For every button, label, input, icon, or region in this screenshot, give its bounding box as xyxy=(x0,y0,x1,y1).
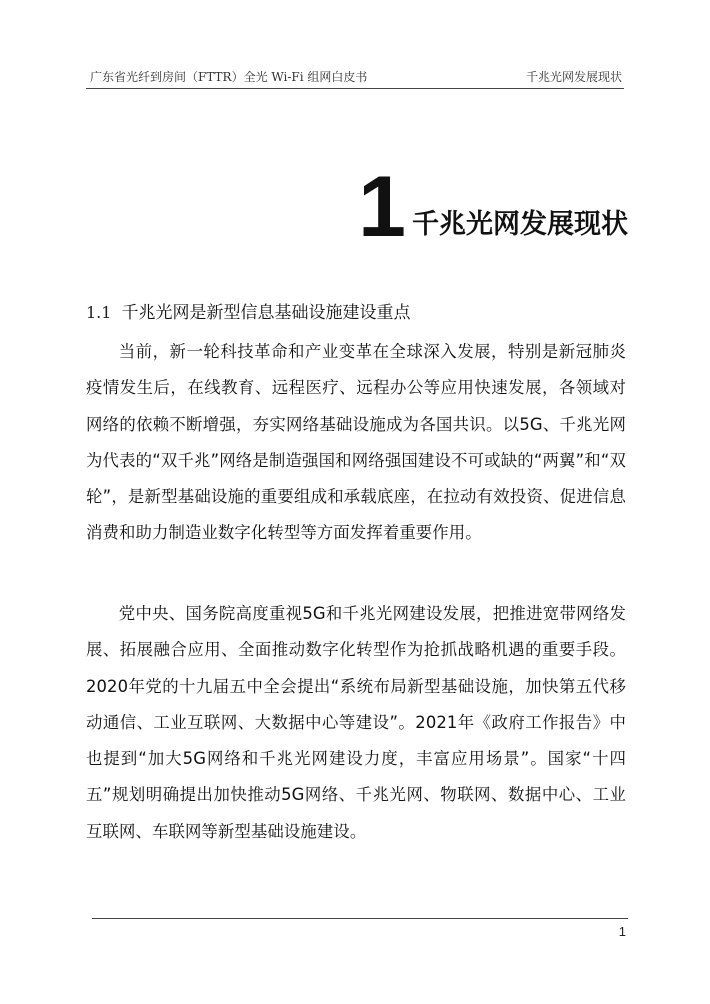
header-chapter-title: 千兆光网发展现状 xyxy=(525,70,622,84)
header-document-title: 广东省光纤到房间（FTTR）全光 Wi-Fi 组网白皮书 xyxy=(90,70,368,84)
chapter-heading xyxy=(358,159,628,255)
section-number: 1.1 xyxy=(86,303,112,322)
body-paragraph: 党中央、国务院高度重视5G和千兆光网建设发展，把推进宽带网络发展、拓展融合应用、全面推动数字化转型作为抢抓战略机遇的重要手段。2020年党的十九届五中全会提出“系统布局新型基础设施，加快第五代移动通信、工业互联网、大数据中心等建设”。2021年《政府工作报告》中也提到“加大5G网络和千兆光网建设力度，丰富应用场景”。国家“十四五”规划明确提出加快推动5G网络、千兆光网、物联网、数据中心、工业互联网、车联网等新型基础设施建设。 xyxy=(86,604,626,841)
chapter-title: 千兆光网发展现状 xyxy=(412,209,628,240)
body-paragraph: 当前，新一轮科技革命和产业变革在全球深入发展，特别是新冠肺炎疫情发生后，在线教育、远程医疗、远程办公等应用快速发展，各领域对网络的依赖不断增强，夯实网络基础设施成为各国共识。以5G、千兆光网为代表的“双千兆”网络是制造强国和网络强国建设不可或缺的“两翼”和“双轮”，是新型基础设施的重要组成和承载底座，在拉动有效投资、促进信息消费和助力制造业数字化转型等方面发挥着重要作用。 xyxy=(86,342,626,543)
page-number: 1 xyxy=(618,924,626,939)
footer-divider xyxy=(92,918,628,919)
chapter-number: 1 xyxy=(358,159,406,255)
page-header xyxy=(86,66,624,89)
section-title: 千兆光网是新型信息基础设施建设重点 xyxy=(121,303,411,323)
section-heading xyxy=(86,298,410,323)
